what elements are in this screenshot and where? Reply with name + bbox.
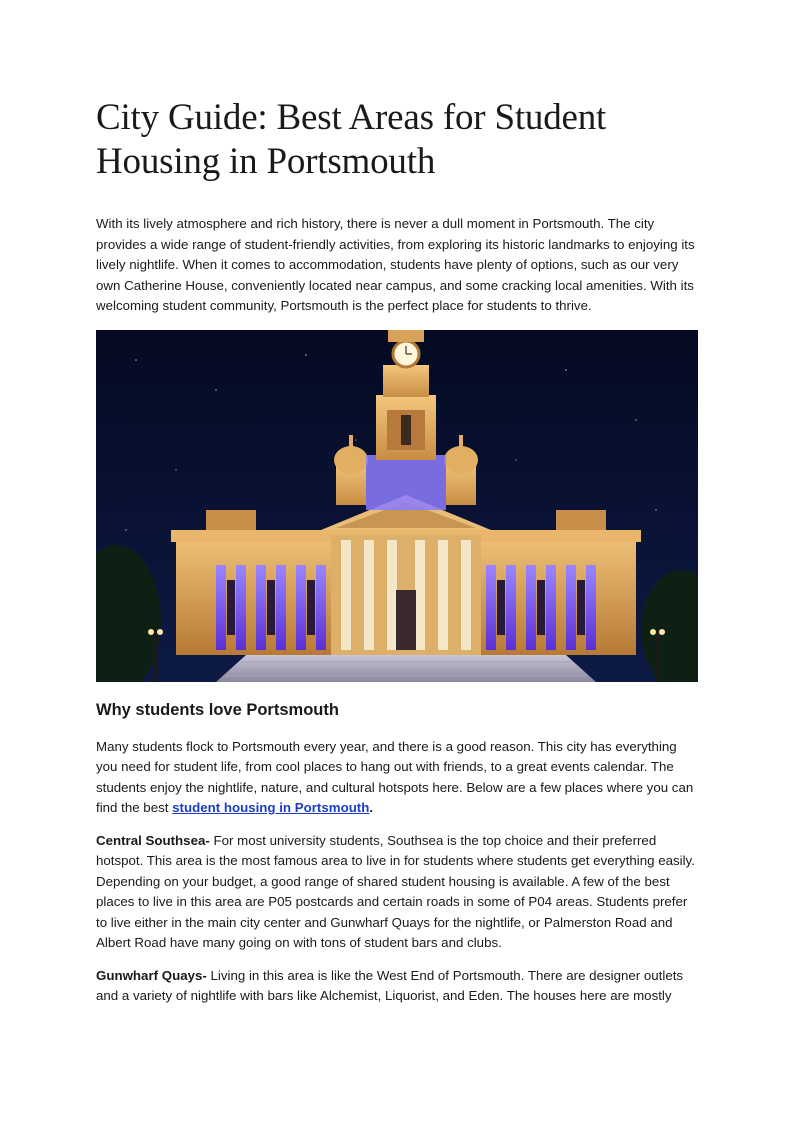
section-heading: Why students love Portsmouth [96,700,339,719]
student-housing-link[interactable]: student housing in Portsmouth [172,800,370,815]
why-paragraph [96,737,698,819]
page-title: City Guide: Best Areas for Student Housing in Portsmouth [96,97,607,182]
guildhall-photo [96,330,698,682]
area-description: For most university students, Southsea is the top choice and their preferred hotspot. This area is the most famous area to live in for students where students get everything easily. Depending on your budget, a good range of shared student housing is available. A few of the best places to live in this area are P05 postcards and certain roads in some of P04 areas. Students prefer to live either in the main city center and Gunwharf Quays for the nightlife, or Palmerston Road and Albert Road have many going on with tons of student bars and clubs. [96,832,695,950]
area-name: Central Southsea- [96,832,210,848]
intro-paragraph: With its lively atmosphere and rich history, there is never a dull moment in Portsmouth. The city provides a wide range of student-friendly activities, from exploring its historic landmarks to enjoying its lively nightlife. When it comes to accommodation, students have plenty of options, such as our very own Catherine House, conveniently located near campus, and some cracking local amenities. With its welcoming student community, Portsmouth is the perfect place for students to thrive. [96,216,695,313]
area-name: Gunwharf Quays- [96,967,207,983]
why-paragraph-period: . [369,800,374,815]
area-central-southsea [96,831,698,954]
document-page [96,96,698,1019]
why-paragraph-text: Many students flock to Portsmouth every year, and there is a good reason. This city has everything you need for student life, from cool places to hang out with friends, to a great events calendar. The students enjoy the nightlife, nature, and cultural hotspots here. Below are a few places where you can find the best [96,738,694,815]
area-gunwharf-quays [96,966,698,1007]
area-description: Living in this area is like the West End of Portsmouth. There are designer outlets and a variety of nightlife with bars like Alchemist, Liquorist, and Eden. The houses here are mostly [96,967,684,1003]
